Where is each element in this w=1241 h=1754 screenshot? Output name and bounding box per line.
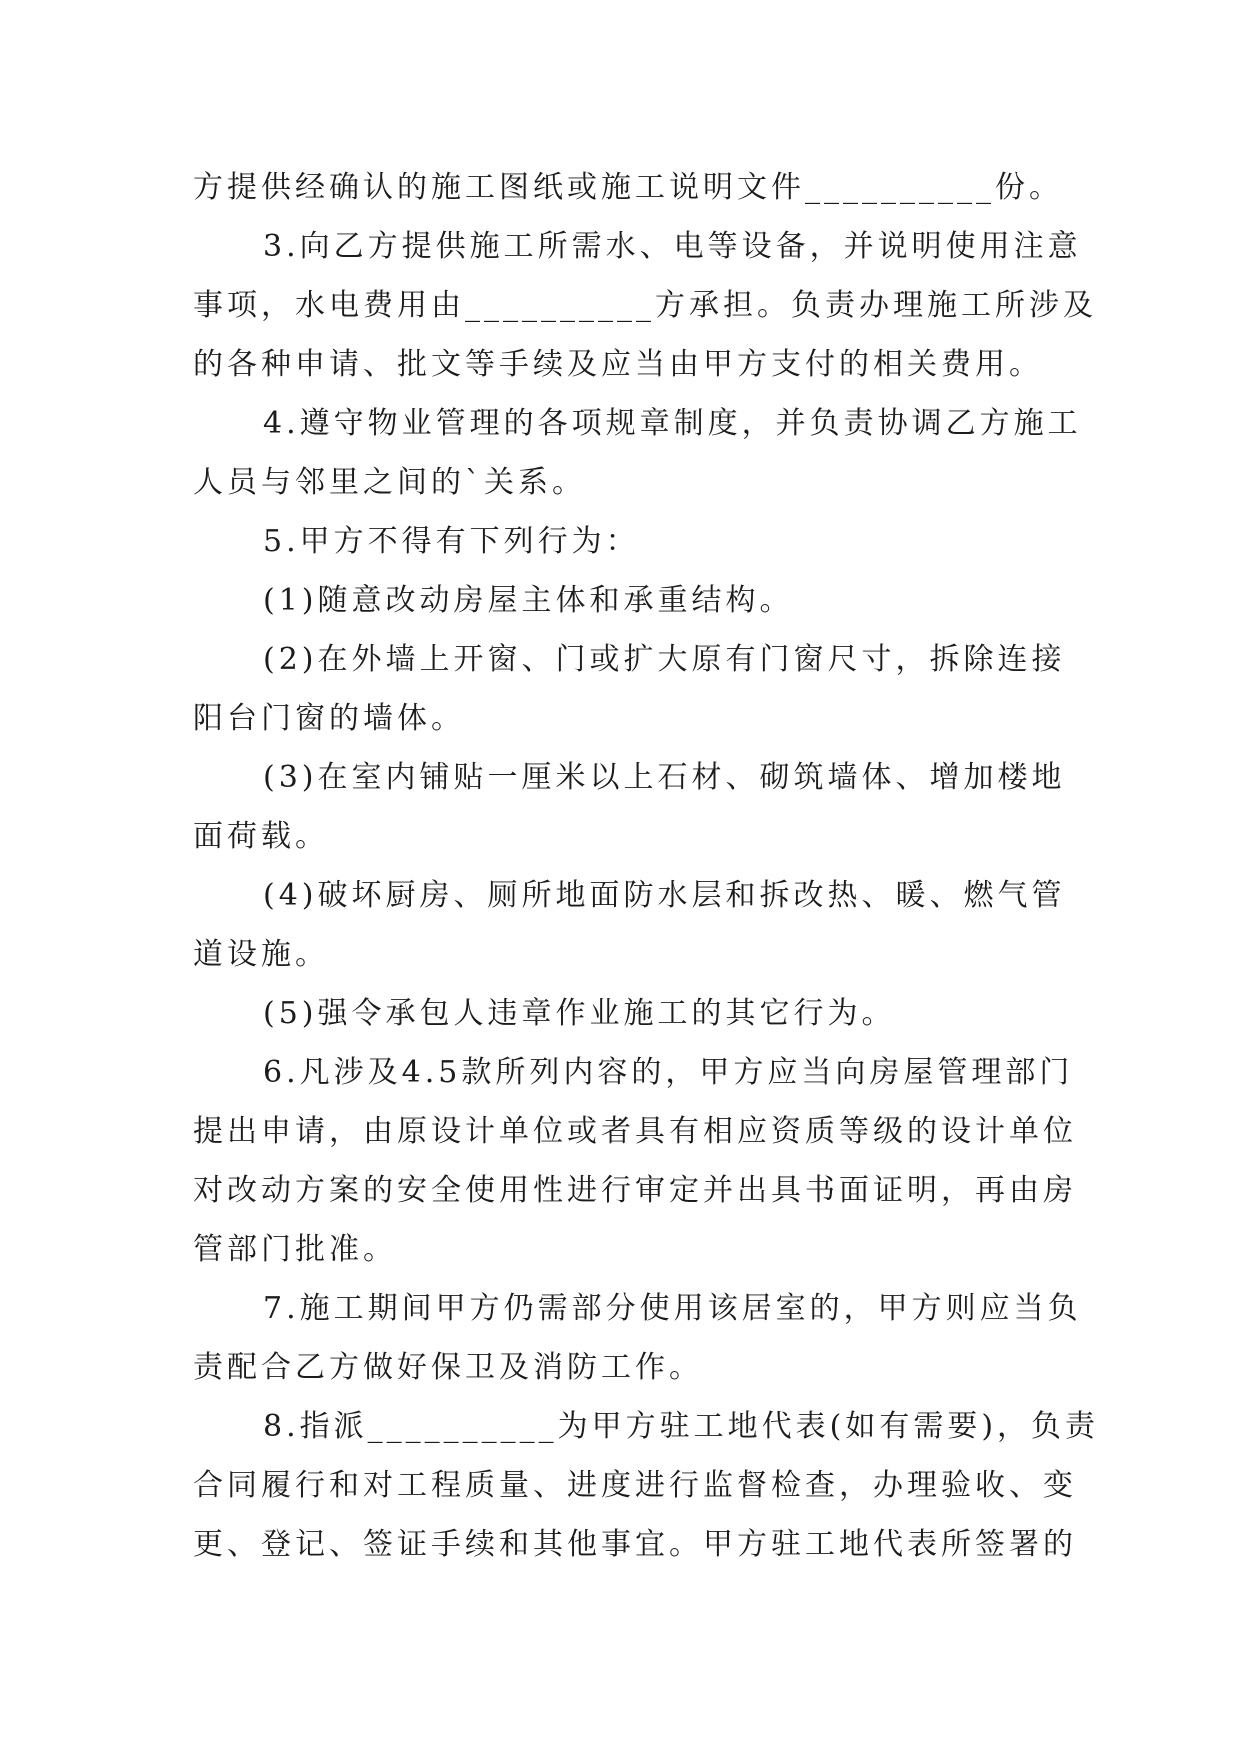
text-line: 5.甲方不得有下列行为： xyxy=(263,524,640,559)
text-line: 7.施工期间甲方仍需部分使用该居室的，甲方则应当负 xyxy=(263,1291,1082,1326)
text-line: (4)破坏厨房、厕所地面防水层和拆改热、暖、燃气管 xyxy=(263,878,1066,913)
text-line: 方提供经确认的施工图纸或施工说明文件__________份。 xyxy=(193,170,1063,205)
text-line: 责配合乙方做好保卫及消防工作。 xyxy=(193,1350,703,1385)
text-line: 更、登记、签证手续和其他事宜。甲方驻工地代表所签署的 xyxy=(193,1527,1077,1562)
text-line: (5)强令承包人违章作业施工的其它行为。 xyxy=(263,996,896,1031)
text-line: 阳台门窗的墙体。 xyxy=(193,701,465,736)
text-line: 管部门批准。 xyxy=(193,1232,397,1267)
text-line: (1)随意改动房屋主体和承重结构。 xyxy=(263,583,794,618)
text-line: 6.凡涉及4.5款所列内容的，甲方应当向房屋管理部门 xyxy=(263,1055,1074,1090)
text-line: 对改动方案的安全使用性进行审定并出具书面证明，再由房 xyxy=(193,1173,1077,1208)
text-line: 人员与邻里之间的`关系。 xyxy=(193,465,586,500)
text-line: 3.向乙方提供施工所需水、电等设备，并说明使用注意 xyxy=(263,229,1082,264)
text-line: 事项，水电费用由__________方承担。负责办理施工所涉及 xyxy=(193,288,1097,323)
text-line: 8.指派__________为甲方驻工地代表(如有需要)，负责 xyxy=(263,1409,1100,1444)
text-line: 合同履行和对工程质量、进度进行监督检查，办理验收、变 xyxy=(193,1468,1077,1503)
text-line: 的各种申请、批文等手续及应当由甲方支付的相关费用。 xyxy=(193,347,1043,382)
text-line: (2)在外墙上开窗、门或扩大原有门窗尺寸，拆除连接 xyxy=(263,642,1066,677)
text-line: 面荷载。 xyxy=(193,819,329,854)
document-body xyxy=(193,158,1100,1574)
text-line: (3)在室内铺贴一厘米以上石材、砌筑墙体、增加楼地 xyxy=(263,760,1066,795)
text-line: 提出申请，由原设计单位或者具有相应资质等级的设计单位 xyxy=(193,1114,1077,1149)
text-line: 4.遵守物业管理的各项规章制度，并负责协调乙方施工 xyxy=(263,406,1082,441)
text-line: 道设施。 xyxy=(193,937,329,972)
